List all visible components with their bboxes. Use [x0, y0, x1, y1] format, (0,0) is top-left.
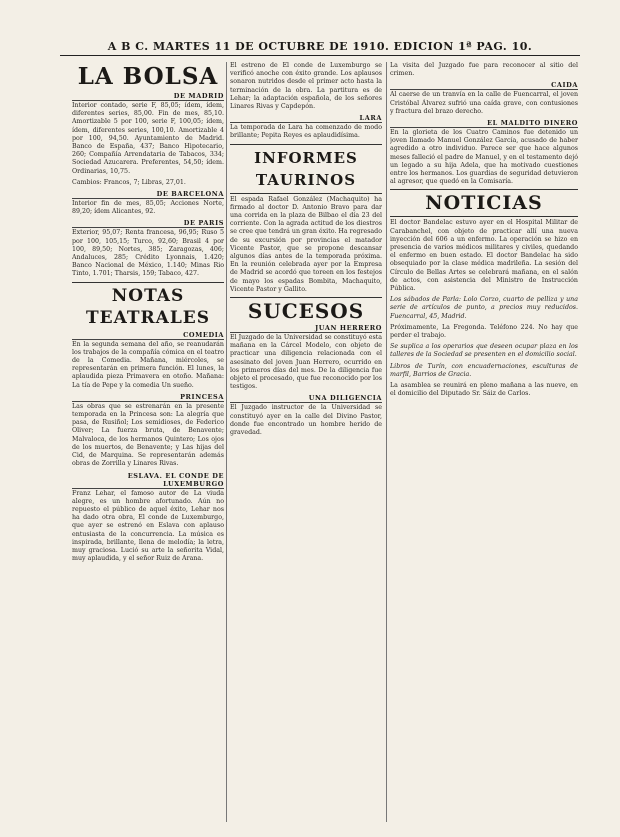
lara-text: La temporada de Lara ha comenzado de modo brillante; Pepita Reyes es aplaudidísima. [230, 124, 382, 140]
notice-text: Se suplica a los operarios que deseen ocupar plaza en los talleres de la Sociedad se presenten en el domicilio social. [390, 343, 578, 359]
column-3 [390, 62, 578, 402]
herrero-subhead: JUAN HERRERO [230, 324, 382, 333]
madrid-subhead: DE MADRID [72, 92, 224, 101]
juzgado-text: La visita del Juzgado fue para reconocer al sitio del crimen. [390, 62, 578, 78]
bolsa-headline: LA BOLSA [77, 63, 219, 90]
notice-text: La asamblea se reunirá en pleno mañana a las nueve, en el domicilio del Diputado Sr. Sáiz de Carlos. [390, 382, 578, 398]
section-rule [390, 189, 578, 190]
cambios-text: Cambios: Francos, 7; Libras, 27,01. [72, 178, 186, 186]
caida-subhead: CAIDA [390, 81, 578, 90]
barcelona-subhead: DE BARCELONA [72, 190, 224, 199]
column-2 [230, 62, 382, 440]
paris-text: Exterior, 95,07; Renta francesa, 96,95; Ruso 5 por 100, 105,15; Turco, 92,60; Brasil 4 por 100, 89,50; Nortes, 385; Zaragozas, 406; Andaluces, 285; Crédito Lyonnais, 1.420; Banco Nacional de México, 1.140; Minas Rio Tinto, 1.701; Tharsis, 159; Tabaco, 427. [72, 229, 224, 278]
caida-text: Al caerse de un tranvía en la calle de Fuencarral, el joven Cristóbal Álvarez sufrió una caída grave, con contusiones y fractura del brazo derecho. [390, 91, 578, 115]
sucesos-headline: SUCESOS [247, 299, 365, 324]
section-rule [230, 144, 382, 145]
noticias-text: El doctor Bandelac estuvo ayer en el Hospital Militar de Carabanchel, con objeto de practicar allí una nueva inyección del 606 a un enfermo. La operación se hizo en presencia de varios médicos militares y civiles, quedando el enfermo en buen estado. El doctor Bandelac ha sido obsequiado por la clase médica madrileña. La sesión del Círculo de Bellas Artes se celebrará mañana, en el salón de actos, con asistencia del Ministro de Instrucción Pública. [390, 219, 578, 293]
princesa-text: Las obras que se estrenarán en la presente temporada en la Princesa son: La alegría que pasa, de Rusiñol; Los semidioses, de Federico Oliver; La fuerza bruta, de Benavente; Malvaloca, de los hermanos Quintero; Los ojos de los muertos, de Benavente; y Las hijas del Cid, de Marquina. Se representarán además obras de Zorrilla y Linares Rivas. [72, 402, 224, 468]
column-divider [226, 62, 227, 822]
section-rule [390, 216, 578, 217]
comedia-text: En la segunda semana del año, se reanudarán los trabajos de la compañía cómica en el teatro de la Comedia. Mañana, miércoles, se representarán en primera función. El lunes, la aplaudida pieza Primavera en otoño. Mañana: La tía de Pepe y la comedia Un sueño. [72, 340, 224, 389]
eslava-subhead: ESLAVA. EL CONDE DE LUXEMBURGO [72, 472, 224, 489]
madrid-text: Interior contado, serie F, 85,05; ídem, ídem, diferentes series, 85,00. Fin de mes, 85,10. Amortizable 5 por 100, serie F, 100,05; ídem, ídem, diferentes series, 100,10. Amortizable 4 por 100, 94,50. Ayuntamiento de Madrid. Banco de España, 437; Banco Hipotecario, 260; Compañía Arrendataria de Tabacos, 334; Sociedad Azucarera. Preferentes, 54,50; ídem. Ordinarias, 10,75. [72, 102, 224, 175]
section-rule [230, 193, 382, 194]
section-rule [230, 297, 382, 298]
diligencia-text: El Juzgado instructor de la Universidad se constituyó ayer en la calle del Divino Pastor, donde fue encontrado un hombre herido de gravedad. [230, 404, 382, 437]
notice-text: Próximamente, La Fregonda. Teléfono 224. No hay que perder el trabajo. [390, 323, 578, 340]
page-header: A B C. MARTES 11 DE OCTUBRE DE 1910. EDICION 1ª PAG. 10. [107, 40, 533, 53]
sucesos-text: El Juzgado de la Universidad se constituyó esta mañana en la Cárcel Modelo, con objeto de practicar una diligencia relacionada con el asesinato del joven Juan Herrero, ocurrido en los primeros días del mes. De la diligencia fue objeto el procesado, que fue reconocido por los testigos. [230, 334, 382, 391]
luxemburgo-text: El estreno de El conde de Luxemburgo se verificó anoche con éxito grande. Los aplausos sonaron nutridos desde el primer acto hasta la terminación de la obra. La partitura es de Lehar; la adaptación española, de los señores Linares Rivas y Capdepón. [230, 62, 382, 111]
column-1 [72, 62, 224, 566]
noticias-headline: NOTICIAS [425, 192, 543, 215]
lara-subhead: LARA [230, 114, 382, 123]
eslava-text: Franz Lehar, el famoso autor de La viuda alegre, es un hombre afortunado. Aún no repuesto el público de aquel éxito, Lehar nos ha dado otra obra, El conde de Luxemburgo, que ayer se estrenó en Eslava con aplauso entusiasta de la concurrencia. La música es inspirada, brillante, llena de melodía; la letra, muy graciosa. Lució su arte la señorita Vidal, muy aplaudida, y el señor Ruiz de Arana. [72, 489, 224, 563]
dinero-subhead: EL MALDITO DINERO [390, 119, 578, 128]
notice-text: Los sábados de Parla: Lolo Corzo, cuarto de pelliza y una serie de artículos de punto, a precios muy reducidos. Fuencarral, 45, Madrid. [390, 296, 578, 320]
header-rule [60, 55, 580, 56]
taurinos-headline: INFORMES TAURINOS [254, 148, 358, 189]
dinero-text: En la glorieta de los Cuatro Caminos fue detenido un joven llamado Manuel González García, acusado de haber agredido a otro individuo. Parece ser que hace algunos meses falleció el padre de Manuel, y en el testamento dejó un legado a su hija Adela, que ha motivado cuestiones entre los hermanos. Los guardias de seguridad detuvieron al agresor, que quedó en la Comisaría. [390, 129, 578, 186]
taurinos-text: El espada Rafael González (Machaquito) ha firmado al doctor D. Antonio Bravo para dar una corrida en la plaza de Bilbao el día 23 del corriente. Con la agrada actitud de los diestros se cree que tendrá un gran éxito. Ha regresado de su excursión por provincias el matador Vicente Pastor, que se propone descansar algunos días antes de la temporada próxima. En la reunión celebrada ayer por la Empresa de Madrid se acordó que toreen en los festejos de mayo los espadas Bombita, Machaquito, Vicente Pastor y Gallito. [230, 195, 382, 293]
section-rule [72, 282, 224, 283]
comedia-subhead: COMEDIA [72, 331, 224, 340]
barcelona-text: Interior fin de mes, 85,05; Acciones Norte, 89,20; ídem Alicantes, 92. [72, 200, 224, 216]
princesa-subhead: PRINCESA [72, 393, 224, 402]
teatrales-headline: NOTAS TEATRALES [85, 285, 211, 328]
diligencia-subhead: UNA DILIGENCIA [230, 394, 382, 403]
column-divider [386, 62, 387, 822]
notice-text: Libros de Turín, con encuadernaciones, esculturas de marfil, Barrios de Gracia. [390, 362, 578, 378]
paris-subhead: DE PARIS [72, 219, 224, 228]
